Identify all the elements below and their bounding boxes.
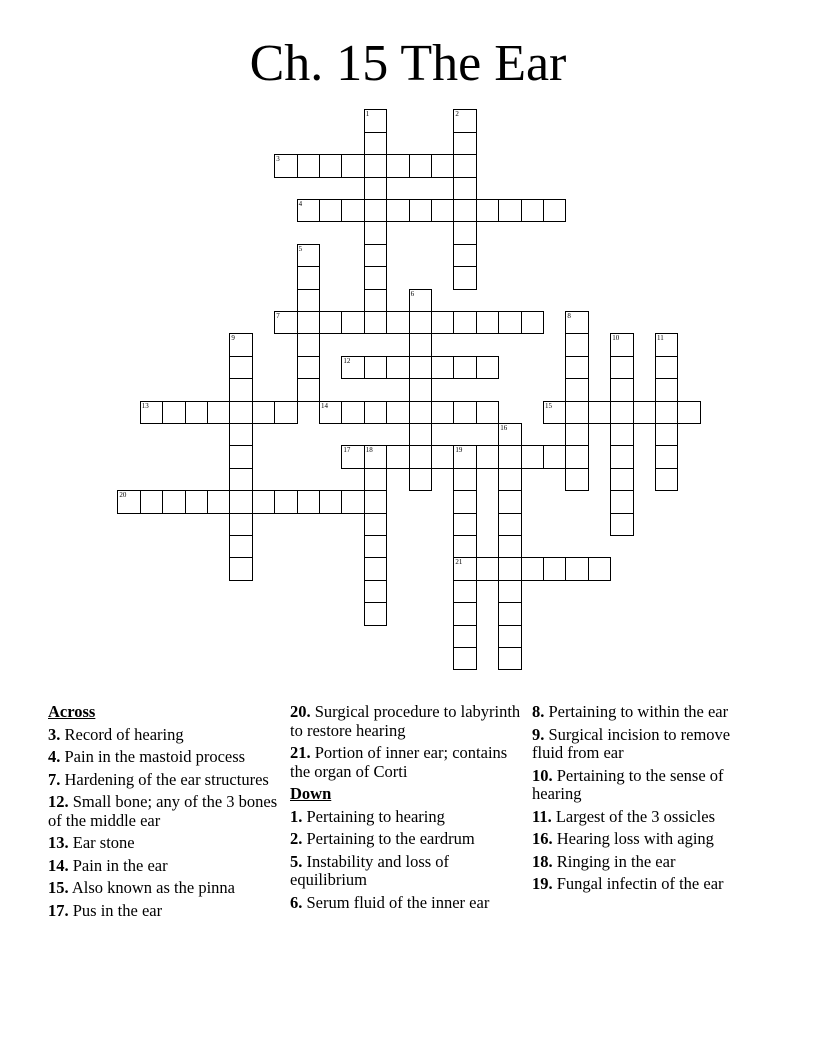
cell-number: 1	[365, 110, 370, 119]
grid-cell[interactable]	[453, 580, 476, 603]
grid-cell[interactable]	[297, 490, 320, 513]
clue-across-14: 14. Pain in the ear	[48, 855, 168, 875]
puzzle-title: Ch. 15 The Ear	[249, 35, 567, 92]
grid-cell[interactable]	[162, 401, 185, 424]
grid-cell[interactable]	[498, 513, 521, 536]
grid-cell[interactable]	[409, 333, 432, 356]
grid-cell[interactable]	[364, 490, 387, 513]
clue-down-1: 1. Pertaining to hearing	[290, 806, 445, 826]
clue-across-7: 7. Hardening of the ear structures	[48, 769, 269, 789]
grid-cell[interactable]	[386, 154, 409, 177]
grid-cell[interactable]	[431, 356, 454, 379]
grid-cell[interactable]	[453, 557, 476, 580]
grid-cell[interactable]	[610, 356, 633, 379]
cell-number: 12	[343, 356, 351, 365]
grid-cell[interactable]	[453, 535, 476, 558]
cell-number: 21	[455, 558, 463, 567]
grid-cell[interactable]	[655, 356, 678, 379]
grid-cell[interactable]	[498, 490, 521, 513]
grid-cell[interactable]	[543, 557, 566, 580]
clue-across-20: 20. Surgical procedure to labyrinth to restore hearing	[290, 702, 521, 740]
grid-cell[interactable]	[543, 199, 566, 222]
grid-cell[interactable]	[521, 445, 544, 468]
grid-cell[interactable]	[431, 311, 454, 334]
grid-cell[interactable]	[453, 625, 476, 648]
clue-down-6: 6. Serum fluid of the inner ear	[290, 892, 490, 912]
grid-cell[interactable]	[453, 490, 476, 513]
cell-number: 20	[119, 491, 127, 500]
grid-cell[interactable]	[521, 557, 544, 580]
grid-cell[interactable]	[453, 647, 476, 670]
cell-number: 2	[455, 110, 459, 119]
grid-cell[interactable]	[386, 199, 409, 222]
clue-down-5: 5. Instability and loss of equilibrium	[290, 851, 450, 889]
grid-cell[interactable]	[252, 490, 275, 513]
grid-cell[interactable]	[297, 289, 320, 312]
grid-cell[interactable]	[431, 154, 454, 177]
grid-cell[interactable]	[431, 199, 454, 222]
grid-cell[interactable]	[341, 490, 364, 513]
grid-cell[interactable]	[543, 445, 566, 468]
grid-cell[interactable]	[297, 311, 320, 334]
grid-cell[interactable]	[274, 490, 297, 513]
grid-cell[interactable]	[386, 401, 409, 424]
cell-number: 10	[612, 334, 620, 343]
grid-cell[interactable]	[655, 378, 678, 401]
grid-cell[interactable]	[364, 468, 387, 491]
grid-cell[interactable]	[498, 647, 521, 670]
grid-cell[interactable]	[498, 199, 521, 222]
grid-cell[interactable]	[341, 356, 364, 379]
grid-cell[interactable]	[409, 356, 432, 379]
grid-cell[interactable]	[409, 289, 432, 312]
grid-cell[interactable]	[162, 490, 185, 513]
grid-cell[interactable]	[409, 378, 432, 401]
cell-number: 11	[657, 334, 664, 343]
clue-across-17: 17. Pus in the ear	[48, 900, 163, 920]
grid-cell[interactable]	[319, 490, 342, 513]
grid-cell[interactable]	[364, 356, 387, 379]
cell-number: 15	[545, 401, 552, 410]
clues-column-2	[290, 703, 522, 916]
grid-cell[interactable]	[364, 445, 387, 468]
grid-cell[interactable]	[229, 468, 252, 491]
grid-cell[interactable]	[453, 154, 476, 177]
grid-cell[interactable]	[498, 535, 521, 558]
grid-cell[interactable]	[364, 602, 387, 625]
cell-number: 8	[567, 312, 571, 320]
grid-cell[interactable]	[610, 490, 633, 513]
grid-cell[interactable]	[297, 199, 320, 222]
grid-cell[interactable]	[364, 557, 387, 580]
grid-cell[interactable]	[364, 266, 387, 289]
cell-number: 9	[231, 334, 235, 343]
grid-cell[interactable]	[364, 132, 387, 155]
grid-cell[interactable]	[498, 580, 521, 603]
cell-number: 17	[343, 446, 351, 455]
clue-across-4: 4. Pain in the mastoid process	[48, 747, 246, 766]
grid-cell[interactable]	[453, 132, 476, 155]
grid-cell[interactable]	[588, 401, 611, 424]
grid-cell[interactable]	[252, 401, 275, 424]
grid-cell[interactable]	[229, 356, 252, 379]
grid-cell[interactable]	[453, 177, 476, 200]
grid-cell[interactable]	[453, 356, 476, 379]
grid-cell[interactable]	[565, 311, 588, 334]
cell-number: 19	[455, 446, 463, 455]
grid-cell[interactable]	[498, 311, 521, 334]
grid-cell[interactable]	[319, 199, 342, 222]
grid-cell[interactable]	[364, 289, 387, 312]
grid-cell[interactable]	[274, 401, 297, 424]
clue-down-8: 8. Pertaining to within the ear	[532, 702, 729, 721]
grid-cell[interactable]	[498, 468, 521, 491]
grid-cell[interactable]	[610, 333, 633, 356]
grid-cell[interactable]	[610, 445, 633, 468]
grid-cell[interactable]	[655, 333, 678, 356]
grid-cell[interactable]	[409, 468, 432, 491]
grid-cell[interactable]	[431, 401, 454, 424]
grid-cell[interactable]	[565, 356, 588, 379]
grid-cell[interactable]	[364, 177, 387, 200]
clue-down-16: 16. Hearing loss with aging	[532, 829, 714, 848]
clue-down-2: 2. Pertaining to the eardrum	[290, 829, 475, 848]
clue-across-15: 15. Also known as the pinna	[48, 878, 235, 897]
grid-cell[interactable]	[364, 580, 387, 603]
grid-cell[interactable]	[364, 401, 387, 424]
grid-cell[interactable]	[341, 401, 364, 424]
grid-cell[interactable]	[453, 401, 476, 424]
grid-cell[interactable]	[229, 333, 252, 356]
grid-cell[interactable]	[185, 401, 208, 424]
grid-cell[interactable]	[498, 445, 521, 468]
cell-number: 16	[500, 424, 508, 432]
grid-cell[interactable]	[207, 401, 230, 424]
grid-cell[interactable]	[655, 468, 678, 491]
grid-cell[interactable]	[229, 490, 252, 513]
grid-cell[interactable]	[565, 333, 588, 356]
cell-number: 18	[365, 446, 373, 455]
grid-cell[interactable]	[341, 445, 364, 468]
grid-cell[interactable]	[476, 445, 499, 468]
grid-cell[interactable]	[476, 557, 499, 580]
grid-cell[interactable]	[610, 513, 633, 536]
grid-cell[interactable]	[364, 109, 387, 132]
grid-cell[interactable]	[297, 154, 320, 177]
grid-cell[interactable]	[498, 423, 521, 446]
grid-cell[interactable]	[409, 199, 432, 222]
grid-cell[interactable]	[498, 625, 521, 648]
clues-column-3	[532, 703, 764, 898]
grid-cell[interactable]	[364, 221, 387, 244]
grid-cell[interactable]	[341, 154, 364, 177]
grid-cell[interactable]	[229, 513, 252, 536]
grid-cell[interactable]	[655, 401, 678, 424]
clue-across-21: 21. Portion of inner ear; contains the organ of Corti	[290, 743, 508, 781]
grid-cell[interactable]	[453, 266, 476, 289]
clue-across-3: 3. Record of hearing	[48, 724, 184, 744]
grid-cell[interactable]	[453, 513, 476, 536]
grid-cell[interactable]	[297, 244, 320, 267]
grid-cell[interactable]	[498, 557, 521, 580]
grid-cell[interactable]	[565, 468, 588, 491]
grid-cell[interactable]	[633, 401, 656, 424]
grid-cell[interactable]	[364, 244, 387, 267]
grid-cell[interactable]	[297, 333, 320, 356]
down-heading: Down	[290, 784, 332, 803]
cell-number: 3	[276, 155, 280, 164]
grid-cell[interactable]	[185, 490, 208, 513]
grid-cell[interactable]	[409, 423, 432, 446]
grid-cell[interactable]	[453, 602, 476, 625]
grid-cell[interactable]	[319, 154, 342, 177]
grid-cell[interactable]	[229, 401, 252, 424]
clue-across-12: 12. Small bone; any of the 3 bones of the middle ear	[48, 792, 278, 830]
cell-number: 5	[298, 244, 303, 253]
grid-cell[interactable]	[140, 401, 163, 424]
grid-cell[interactable]	[386, 311, 409, 334]
grid-cell[interactable]	[453, 311, 476, 334]
grid-cell[interactable]	[453, 109, 476, 132]
grid-cell[interactable]	[409, 311, 432, 334]
grid-cell[interactable]	[521, 199, 544, 222]
grid-cell[interactable]	[364, 311, 387, 334]
across-heading: Across	[48, 702, 96, 721]
cell-number: 14	[321, 401, 328, 410]
clue-down-9: 9. Surgical incision to remove fluid from ear	[532, 724, 731, 762]
clue-down-18: 18. Ringing in the ear	[532, 851, 676, 871]
grid-cell[interactable]	[386, 356, 409, 379]
grid-cell[interactable]	[297, 356, 320, 379]
clue-down-11: 11. Largest of the 3 ossicles	[532, 806, 716, 826]
cell-number: 4	[298, 200, 303, 208]
grid-cell[interactable]	[297, 266, 320, 289]
grid-cell[interactable]	[677, 401, 700, 424]
clue-down-10: 10. Pertaining to the sense of hearing	[532, 765, 724, 803]
grid-cell[interactable]	[297, 378, 320, 401]
grid-cell[interactable]	[229, 445, 252, 468]
grid-cell[interactable]	[364, 535, 387, 558]
grid-cell[interactable]	[565, 423, 588, 446]
grid-cell[interactable]	[521, 311, 544, 334]
cell-number: 7	[276, 312, 280, 320]
clue-down-19: 19. Fungal infectin of the ear	[532, 874, 724, 893]
grid-cell[interactable]	[453, 221, 476, 244]
grid-cell[interactable]	[341, 311, 364, 334]
grid-cell[interactable]	[655, 423, 678, 446]
grid-cell[interactable]	[565, 445, 588, 468]
grid-cell[interactable]	[364, 154, 387, 177]
clues-column-1	[48, 703, 280, 924]
grid-cell[interactable]	[229, 423, 252, 446]
grid-cell[interactable]	[229, 378, 252, 401]
grid-cell[interactable]	[655, 445, 678, 468]
grid-cell[interactable]	[588, 557, 611, 580]
grid-cell[interactable]	[476, 401, 499, 424]
grid-cell[interactable]	[207, 490, 230, 513]
grid-cell[interactable]	[409, 445, 432, 468]
grid-cell[interactable]	[565, 378, 588, 401]
grid-cell[interactable]	[319, 311, 342, 334]
grid-cell[interactable]	[431, 445, 454, 468]
grid-cell[interactable]	[364, 513, 387, 536]
grid-cell[interactable]	[274, 311, 297, 334]
grid-cell[interactable]	[409, 401, 432, 424]
grid-cell[interactable]	[476, 199, 499, 222]
grid-cell[interactable]	[453, 244, 476, 267]
grid-cell[interactable]	[229, 557, 252, 580]
grid-cell[interactable]	[476, 311, 499, 334]
grid-cell[interactable]	[610, 401, 633, 424]
grid-cell[interactable]	[498, 602, 521, 625]
grid-cell[interactable]	[476, 356, 499, 379]
grid-cell[interactable]	[140, 490, 163, 513]
grid-cell[interactable]	[386, 445, 409, 468]
grid-cell[interactable]	[610, 468, 633, 491]
grid-cell[interactable]	[341, 199, 364, 222]
grid-cell[interactable]	[453, 199, 476, 222]
grid-cell[interactable]	[229, 535, 252, 558]
grid-cell[interactable]	[565, 557, 588, 580]
grid-cell[interactable]	[274, 154, 297, 177]
grid-cell[interactable]	[319, 401, 342, 424]
grid-cell[interactable]	[409, 154, 432, 177]
grid-cell[interactable]	[610, 423, 633, 446]
grid-cell[interactable]	[453, 445, 476, 468]
grid-cell[interactable]	[565, 401, 588, 424]
cell-number: 13	[141, 401, 149, 410]
grid-cell[interactable]	[610, 378, 633, 401]
cell-number: 6	[410, 289, 415, 298]
grid-cell[interactable]	[543, 401, 566, 424]
grid-cell[interactable]	[453, 468, 476, 491]
grid-cell[interactable]	[117, 490, 140, 513]
clue-across-13: 13. Ear stone	[48, 833, 135, 852]
grid-cell[interactable]	[364, 199, 387, 222]
